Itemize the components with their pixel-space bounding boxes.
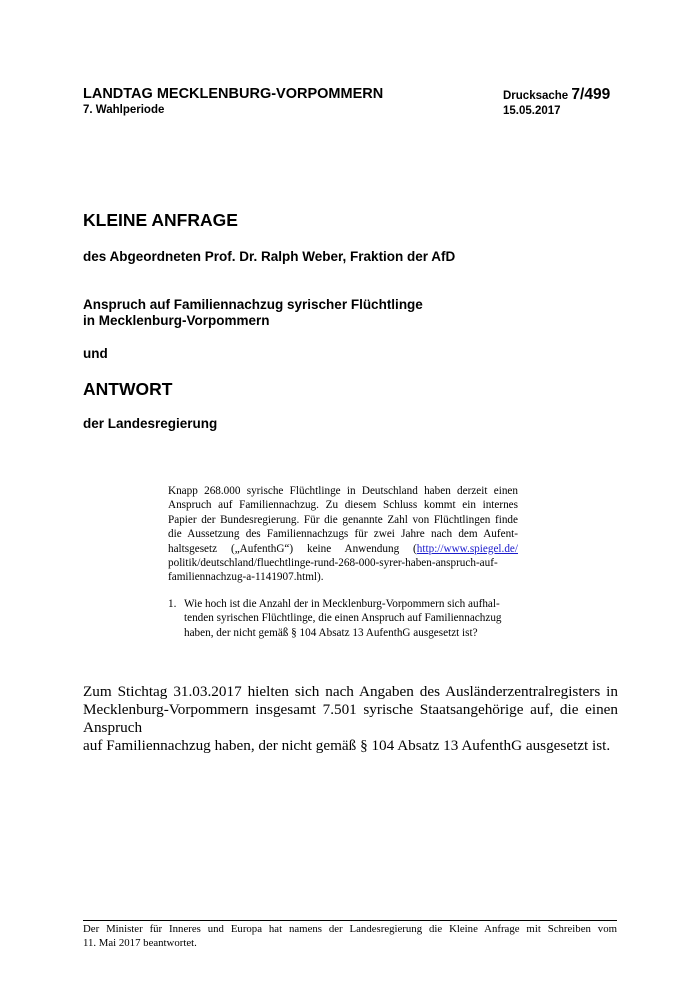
question-line: tenden syrischen Flüchtlinge, die einen Anspruch auf Familiennachzug (184, 612, 502, 625)
subject-line-2: in Mecklenburg-Vorpommern (83, 313, 270, 328)
footnote-line: 11. Mai 2017 beantwortet. (83, 936, 197, 949)
question-line: Wie hoch ist die Anzahl der in Mecklenburg-Vorpommern sich aufhal- (184, 598, 500, 610)
intro-paragraph (168, 484, 518, 585)
conjunction: und (83, 346, 108, 361)
document-reference (503, 86, 610, 118)
answer-title: ANTWORT (83, 379, 173, 399)
source-link[interactable]: http://www.spiegel.de/ (416, 542, 518, 555)
author-line: des Abgeordneten Prof. Dr. Ralph Weber, Fraktion der AfD (83, 249, 456, 264)
intro-line-end: ). (317, 571, 324, 584)
answer-by: der Landesregierung (83, 416, 218, 431)
intro-line: Knapp 268.000 syrische Flüchtlinge in Deutschland haben derzeit einen (168, 485, 518, 497)
intro-line-text: familiennachzug-a-1141907.html (168, 571, 318, 584)
intro-line: Anspruch auf Familiennachzug. Zu diesem Schluss kommt ein internes (168, 499, 518, 512)
print-label: Drucksache (503, 90, 572, 102)
intro-line (168, 570, 518, 584)
document-title: KLEINE ANFRAGE (83, 210, 238, 230)
intro-line: die Aussetzung des Familiennachzugs für zwei Jahre nach dem Aufent- (168, 528, 518, 541)
question-number: 1. (168, 598, 177, 610)
answer-paragraph (83, 683, 618, 755)
intro-line (168, 542, 518, 556)
footnote-divider (83, 920, 617, 921)
subject-heading (83, 297, 423, 329)
question-item (168, 597, 518, 640)
print-number: 7/499 (571, 86, 611, 103)
intro-line: politik/deutschland/fluechtlinge-rund-268-000-syrer-haben-anspruch-auf- (168, 557, 498, 570)
answer-line: auf Familiennachzug haben, der nicht gemäß § 104 Absatz 13 AufenthG ausgesetzt ist. (83, 737, 611, 754)
parliament-name: LANDTAG MECKLENBURG-VORPOMMERN (83, 86, 384, 102)
subject-line-1: Anspruch auf Familiennachzug syrischer Flüchtlinge (83, 297, 423, 312)
footnote-line: Der Minister für Inneres und Europa hat namens der Landesregierung die Kleine Anfrage mit Schreiben vom (83, 923, 617, 935)
document-date: 15.05.2017 (503, 105, 561, 117)
question-text (184, 597, 518, 640)
answer-line: Mecklenburg-Vorpommern insgesamt 7.501 syrische Staatsangehörige auf, die einen Anspruch (83, 701, 618, 736)
question-line: haben, der nicht gemäß § 104 Absatz 13 AufenthG ausgesetzt ist? (184, 626, 478, 639)
intro-line-text: haltsgesetz („AufenthG“) keine Anwendung ( (168, 542, 417, 555)
intro-line: Papier der Bundesregierung. Für die genannte Zahl von Flüchtlingen finde (168, 513, 518, 526)
footnote (83, 923, 617, 950)
answer-line: Zum Stichtag 31.03.2017 hielten sich nach Angaben des Ausländerzentralregisters in (83, 683, 618, 700)
legislative-period: 7. Wahlperiode (83, 104, 165, 116)
document-header (83, 86, 383, 117)
